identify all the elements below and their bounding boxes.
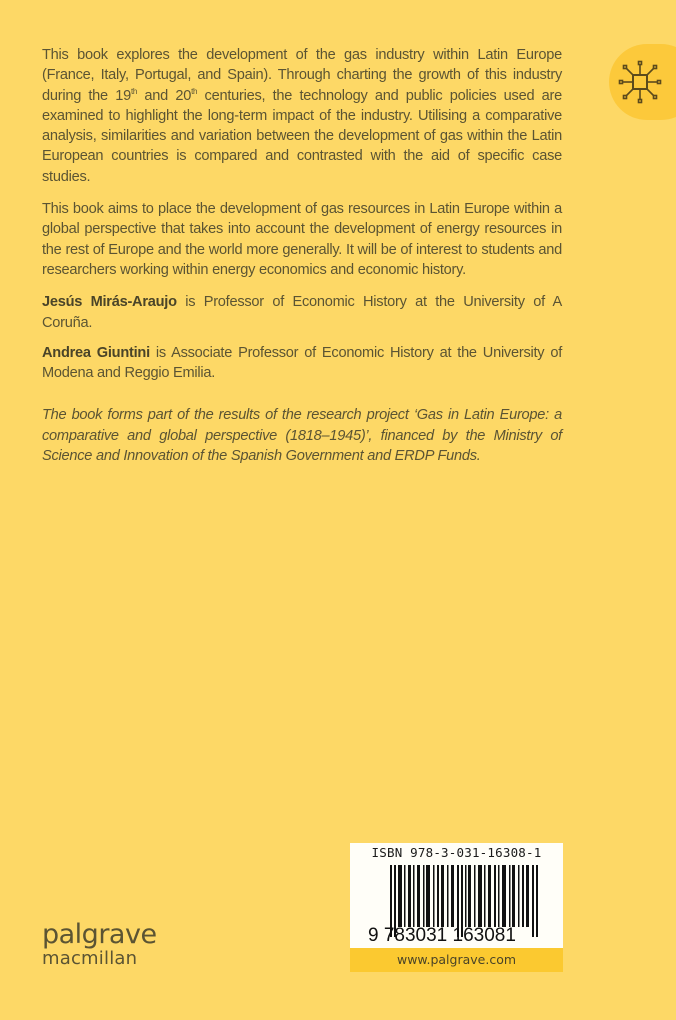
publisher-url: www.palgrave.com xyxy=(350,948,563,972)
blurb-paragraph-1: This book explores the development of the gas industry within Latin Europe (France, Italy, Portugal, and Spain). Through charting the growth of this industry during the 19th and 20th centuries, the technology and public policies used are examined to highlight the long-term impact of the industry. Utilising a comparative analysis, similarities and variation between the development of gas within the Latin European countries is compared and contrasted with the aid of specific case studies. xyxy=(42,47,562,185)
author-name: Andrea Giuntini xyxy=(42,344,150,361)
circuit-node-icon xyxy=(618,60,662,104)
isbn-digits: 9 783031 163081 xyxy=(368,925,516,946)
author-name: Jesús Mirás-Araujo xyxy=(42,294,177,311)
isbn-barcode-block xyxy=(350,843,563,972)
publisher-logo: palgrave macmillan xyxy=(42,919,157,969)
series-badge xyxy=(609,44,676,120)
author-bio-1: Jesús Mirás-Araujo is Professor of Economic History at the University of A Coruña. xyxy=(42,294,562,331)
funding-note: The book forms part of the results of the research project ‘Gas in Latin Europe: a comparative and global perspective (1818–1945)’, financed by the Ministry of Science and Innovation of the Spanish Government and ERDP Funds. xyxy=(42,407,562,465)
back-cover-text xyxy=(42,45,562,478)
isbn-label: ISBN 978-3-031-16308-1 xyxy=(371,845,542,860)
blurb-paragraph-2: This book aims to place the development of gas resources in Latin Europe within a global perspective that takes into account the development of energy resources in the rest of Europe and the world more generally. It will be of interest to students and researchers working within energy economics and economic history. xyxy=(42,201,562,278)
author-bio-2: Andrea Giuntini is Associate Professor of Economic History at the University of Modena and Reggio Emilia. xyxy=(42,344,562,382)
